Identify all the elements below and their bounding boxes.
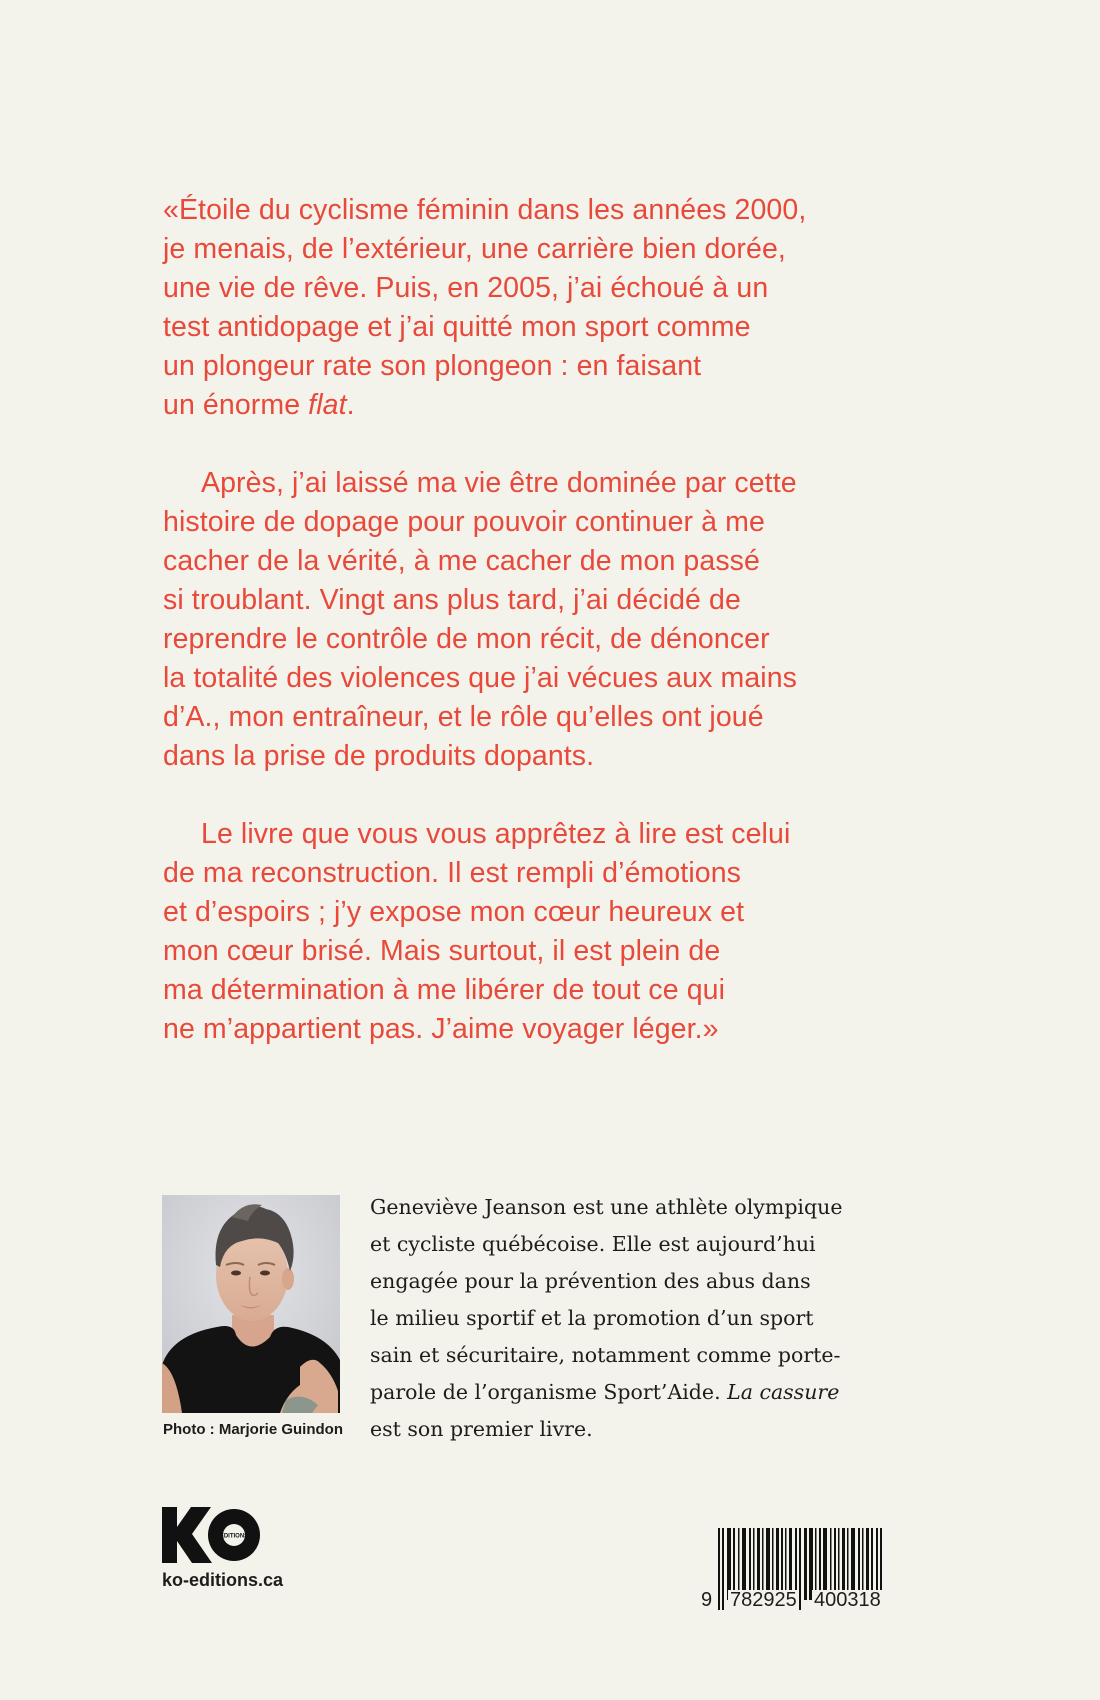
back-cover-quote <box>163 191 923 1088</box>
portrait-illustration <box>162 1195 340 1413</box>
bio-line: et cycliste québécoise. Elle est aujourd’hui <box>370 1232 816 1256</box>
quote-line: dans la prise de produits dopants. <box>163 740 595 772</box>
quote-line: test antidopage et j’ai quitté mon sport comme <box>163 311 751 343</box>
quote-paragraph-2 <box>163 464 923 776</box>
quote-line: si troublant. Vingt ans plus tard, j’ai décidé de <box>163 584 741 616</box>
publisher-website: ko-editions.ca <box>162 1570 284 1590</box>
quote-line: reprendre le contrôle de mon récit, de dénoncer <box>163 623 770 655</box>
quote-paragraph-3 <box>163 815 923 1049</box>
quote-line: mon cœur brisé. Mais surtout, il est plein de <box>163 935 721 967</box>
bio-line: est son premier livre. <box>370 1417 593 1441</box>
ko-editions-logo <box>161 1505 261 1565</box>
author-bio <box>370 1189 910 1448</box>
logo-subtext: ÉDITIONS <box>219 1533 249 1540</box>
bio-line: engagée pour la prévention des abus dans <box>370 1269 811 1293</box>
quote-paragraph-1 <box>163 191 923 425</box>
quote-italic-word: flat <box>308 389 347 421</box>
barcode-digits-right: 400318 <box>814 1589 881 1611</box>
quote-text: . <box>346 389 355 421</box>
quote-line: ma détermination à me libérer de tout ce qui <box>163 974 726 1006</box>
barcode-digits-left: 782925 <box>730 1589 797 1611</box>
quote-line: un plongeur rate son plongeon : en faisant <box>163 350 702 382</box>
quote-line: Le livre que vous vous apprêtez à lire est celui <box>201 818 791 850</box>
bio-line <box>370 1374 910 1411</box>
barcode-digit-prefix: 9 <box>701 1589 713 1611</box>
quote-text: un énorme <box>163 389 309 421</box>
quote-line: «Étoile du cyclisme féminin dans les années 2000, <box>163 194 807 226</box>
quote-line: la totalité des violences que j’ai vécues aux mains <box>163 662 798 694</box>
quote-line: et d’espoirs ; j’y expose mon cœur heureux et <box>163 896 745 928</box>
quote-line: histoire de dopage pour pouvoir continuer à me <box>163 506 765 538</box>
bio-line: sain et sécuritaire, notamment comme porte- <box>370 1343 841 1367</box>
quote-line: ne m’appartient pas. J’aime voyager léger.» <box>163 1013 719 1045</box>
bio-line: Geneviève Jeanson est une athlète olympique <box>370 1195 843 1219</box>
quote-line: je menais, de l’extérieur, une carrière bien dorée, <box>163 233 786 265</box>
quote-line: de ma reconstruction. Il est rempli d’émotions <box>163 857 742 889</box>
quote-line: d’A., mon entraîneur, et le rôle qu’elles ont joué <box>163 701 764 733</box>
photo-credit: Photo : Marjorie Guindon <box>163 1421 343 1438</box>
author-photo <box>162 1195 340 1413</box>
quote-line: une vie de rêve. Puis, en 2005, j’ai échoué à un <box>163 272 769 304</box>
bio-text: parole de l’organisme Sport’Aide. <box>370 1380 728 1404</box>
ko-logo-icon <box>161 1505 261 1565</box>
quote-line <box>163 386 923 425</box>
bio-line: le milieu sportif et la promotion d’un sport <box>370 1306 814 1330</box>
quote-line: Après, j’ai laissé ma vie être dominée par cette <box>201 467 797 499</box>
book-title: La cassure <box>727 1380 840 1404</box>
quote-line: cacher de la vérité, à me cacher de mon passé <box>163 545 760 577</box>
